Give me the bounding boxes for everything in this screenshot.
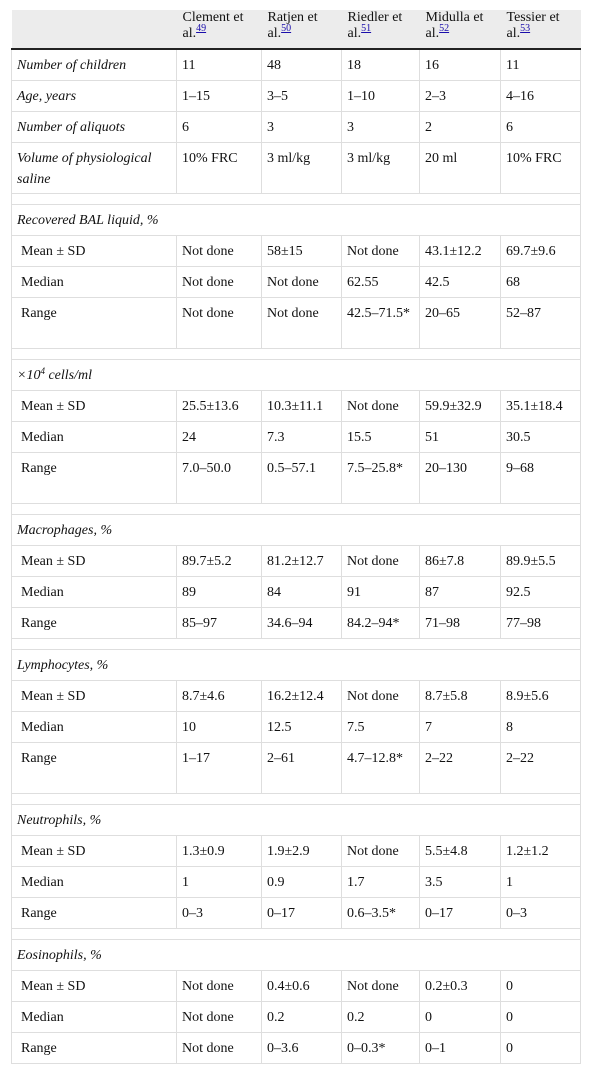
header-study-clement — [177, 10, 262, 49]
table-row — [12, 711, 581, 742]
table-cell: 4.7–12.8* — [342, 742, 420, 793]
row-label: Range — [12, 607, 177, 638]
section-title: Recovered BAL liquid, % — [12, 204, 581, 235]
row-label: Median — [12, 866, 177, 897]
spacer-cell — [12, 193, 581, 204]
table-row — [12, 266, 581, 297]
table-cell: 51 — [420, 421, 501, 452]
table-cell: 20–65 — [420, 297, 501, 348]
table-cell: 34.6–94 — [262, 607, 342, 638]
header-study-midulla — [420, 10, 501, 49]
table-cell: 6 — [177, 111, 262, 142]
table-cell: 62.55 — [342, 266, 420, 297]
table-cell: 20–130 — [420, 452, 501, 503]
table-cell: 7.5 — [342, 711, 420, 742]
table-row — [12, 742, 581, 793]
table-cell: 1–15 — [177, 80, 262, 111]
reference-link-50[interactable]: 50 — [281, 23, 292, 34]
table-row — [12, 421, 581, 452]
row-label: Age, years — [12, 80, 177, 111]
table-cell: 7.3 — [262, 421, 342, 452]
section-title — [12, 359, 581, 390]
table-cell: 77–98 — [501, 607, 581, 638]
table-cell: 7 — [420, 711, 501, 742]
row-label: Mean ± SD — [12, 545, 177, 576]
row-label: Volume of physiological saline — [12, 142, 177, 193]
table-cell: 71–98 — [420, 607, 501, 638]
table-cell: Not done — [262, 297, 342, 348]
row-label: Mean ± SD — [12, 680, 177, 711]
table-cell: Not done — [177, 297, 262, 348]
table-cell: 6 — [501, 111, 581, 142]
section-header-row — [12, 204, 581, 235]
table-cell: 52–87 — [501, 297, 581, 348]
table-cell: Not done — [342, 835, 420, 866]
row-label: Mean ± SD — [12, 235, 177, 266]
table-cell: 8 — [501, 711, 581, 742]
table-cell: 4–16 — [501, 80, 581, 111]
table-cell: 0 — [420, 1001, 501, 1032]
table-cell: 0 — [501, 970, 581, 1001]
section-title-suffix: cells/ml — [44, 367, 92, 383]
table-cell: 30.5 — [501, 421, 581, 452]
table-cell: 91 — [342, 576, 420, 607]
table-cell: 1.2±1.2 — [501, 835, 581, 866]
table-cell: 69.7±9.6 — [501, 235, 581, 266]
table-cell: 89 — [177, 576, 262, 607]
section-spacer — [12, 928, 581, 939]
table-cell: 0–17 — [420, 897, 501, 928]
spacer-cell — [12, 793, 581, 804]
row-label: Median — [12, 576, 177, 607]
table-cell: 92.5 — [501, 576, 581, 607]
table-cell: 43.1±12.2 — [420, 235, 501, 266]
table-cell: 0–17 — [262, 897, 342, 928]
table-cell: 2–22 — [420, 742, 501, 793]
table-cell: 89.9±5.5 — [501, 545, 581, 576]
table-cell: 3 — [342, 111, 420, 142]
table-cell: 2 — [420, 111, 501, 142]
table-cell: 3 ml/kg — [262, 142, 342, 193]
study-name: Ratjen et — [267, 10, 318, 25]
table-row — [12, 970, 581, 1001]
section-spacer — [12, 193, 581, 204]
section-title: Macrophages, % — [12, 514, 581, 545]
table-row — [12, 576, 581, 607]
table-cell: Not done — [342, 970, 420, 1001]
table-cell: 15.5 — [342, 421, 420, 452]
table-cell: 1.7 — [342, 866, 420, 897]
table-cell: 0 — [501, 1001, 581, 1032]
table-cell: 0.2±0.3 — [420, 970, 501, 1001]
section-spacer — [12, 793, 581, 804]
spacer-cell — [12, 503, 581, 514]
table-cell: 11 — [177, 49, 262, 80]
table-cell: 0.4±0.6 — [262, 970, 342, 1001]
table-cell: 87 — [420, 576, 501, 607]
table-cell: 3–5 — [262, 80, 342, 111]
section-header-row — [12, 359, 581, 390]
table-cell: 10% FRC — [177, 142, 262, 193]
reference-link-52[interactable]: 52 — [439, 23, 450, 34]
table-row — [12, 80, 581, 111]
study-etal: al. — [267, 26, 282, 41]
header-study-tessier — [501, 10, 581, 49]
table-cell: 20 ml — [420, 142, 501, 193]
table-row — [12, 49, 581, 80]
section-title: Neutrophils, % — [12, 804, 581, 835]
header-study-ratjen — [262, 10, 342, 49]
table-cell: 18 — [342, 49, 420, 80]
table-cell: Not done — [177, 970, 262, 1001]
table-cell: 35.1±18.4 — [501, 390, 581, 421]
table-cell: 10% FRC — [501, 142, 581, 193]
table-row — [12, 897, 581, 928]
table-cell: Not done — [262, 266, 342, 297]
reference-link-49[interactable]: 49 — [196, 23, 207, 34]
section-header-row — [12, 649, 581, 680]
table-cell: 8.7±5.8 — [420, 680, 501, 711]
table-cell: 84.2–94* — [342, 607, 420, 638]
table-cell: 16.2±12.4 — [262, 680, 342, 711]
bal-comparison-table — [11, 10, 581, 1064]
table-row — [12, 607, 581, 638]
row-label: Range — [12, 1032, 177, 1063]
table-cell: 9–68 — [501, 452, 581, 503]
table-cell: 84 — [262, 576, 342, 607]
table-cell: 7.0–50.0 — [177, 452, 262, 503]
reference-link-51[interactable]: 51 — [361, 23, 372, 34]
table-cell: 3 — [262, 111, 342, 142]
table-cell: 8.7±4.6 — [177, 680, 262, 711]
table-row — [12, 142, 581, 193]
table-row — [12, 1032, 581, 1063]
spacer-cell — [12, 348, 581, 359]
table-cell: Not done — [177, 1001, 262, 1032]
table-cell: 42.5–71.5* — [342, 297, 420, 348]
table-cell: 81.2±12.7 — [262, 545, 342, 576]
table-cell: 0–3 — [177, 897, 262, 928]
table-row — [12, 297, 581, 348]
table-cell: 3.5 — [420, 866, 501, 897]
table-row — [12, 1001, 581, 1032]
table-cell: 0–0.3* — [342, 1032, 420, 1063]
section-title-prefix: ×10 — [17, 367, 41, 383]
table-cell: 12.5 — [262, 711, 342, 742]
table-cell: 0.2 — [342, 1001, 420, 1032]
study-etal: al. — [425, 26, 440, 41]
table-row — [12, 835, 581, 866]
row-label: Mean ± SD — [12, 390, 177, 421]
table-cell: 1.9±2.9 — [262, 835, 342, 866]
table-cell: 86±7.8 — [420, 545, 501, 576]
row-label: Number of aliquots — [12, 111, 177, 142]
table-cell: 58±15 — [262, 235, 342, 266]
row-label: Median — [12, 1001, 177, 1032]
header-empty-cell — [12, 10, 177, 49]
table-cell: 1–17 — [177, 742, 262, 793]
row-label: Mean ± SD — [12, 835, 177, 866]
table-cell: 0.9 — [262, 866, 342, 897]
table-header — [12, 10, 581, 49]
table-cell: 25.5±13.6 — [177, 390, 262, 421]
table-cell: 0.2 — [262, 1001, 342, 1032]
table-cell: 8.9±5.6 — [501, 680, 581, 711]
study-name: Riedler et — [347, 10, 403, 25]
row-label: Median — [12, 711, 177, 742]
table-cell: 0–3.6 — [262, 1032, 342, 1063]
table-cell: 59.9±32.9 — [420, 390, 501, 421]
spacer-cell — [12, 638, 581, 649]
bal-table-container — [11, 10, 580, 1064]
table-cell: 1–10 — [342, 80, 420, 111]
table-cell: 5.5±4.8 — [420, 835, 501, 866]
study-name: Midulla et — [425, 10, 484, 25]
table-cell: Not done — [342, 235, 420, 266]
table-row — [12, 866, 581, 897]
row-label: Number of children — [12, 49, 177, 80]
row-label: Range — [12, 742, 177, 793]
table-row — [12, 452, 581, 503]
section-title: Lymphocytes, % — [12, 649, 581, 680]
table-cell: 10 — [177, 711, 262, 742]
row-label: Median — [12, 266, 177, 297]
table-row — [12, 235, 581, 266]
table-cell: 42.5 — [420, 266, 501, 297]
table-row — [12, 111, 581, 142]
table-cell: 85–97 — [177, 607, 262, 638]
table-cell: 2–22 — [501, 742, 581, 793]
table-cell: 68 — [501, 266, 581, 297]
row-label: Range — [12, 452, 177, 503]
table-cell: 2–3 — [420, 80, 501, 111]
table-row — [12, 545, 581, 576]
study-etal: al. — [506, 26, 521, 41]
table-cell: 24 — [177, 421, 262, 452]
table-cell: 89.7±5.2 — [177, 545, 262, 576]
spacer-cell — [12, 928, 581, 939]
table-cell: 2–61 — [262, 742, 342, 793]
table-cell: 0–1 — [420, 1032, 501, 1063]
table-cell: 3 ml/kg — [342, 142, 420, 193]
table-row — [12, 680, 581, 711]
section-title-exponent: 4 — [40, 365, 45, 376]
header-study-riedler — [342, 10, 420, 49]
header-row — [12, 10, 581, 49]
table-cell: 11 — [501, 49, 581, 80]
row-label: Mean ± SD — [12, 970, 177, 1001]
table-row — [12, 390, 581, 421]
row-label: Median — [12, 421, 177, 452]
section-spacer — [12, 348, 581, 359]
table-cell: 16 — [420, 49, 501, 80]
study-etal: al. — [182, 26, 197, 41]
study-name: Clement et — [182, 10, 244, 25]
table-cell: 0–3 — [501, 897, 581, 928]
table-cell: 7.5–25.8* — [342, 452, 420, 503]
table-cell: Not done — [177, 266, 262, 297]
row-label: Range — [12, 297, 177, 348]
table-cell: 0 — [501, 1032, 581, 1063]
table-cell: 0.5–57.1 — [262, 452, 342, 503]
section-header-row — [12, 514, 581, 545]
table-cell: 10.3±11.1 — [262, 390, 342, 421]
section-spacer — [12, 638, 581, 649]
row-label: Range — [12, 897, 177, 928]
section-spacer — [12, 503, 581, 514]
table-cell: 1 — [177, 866, 262, 897]
table-body — [12, 49, 581, 1063]
table-cell: 0.6–3.5* — [342, 897, 420, 928]
study-name: Tessier et — [506, 10, 560, 25]
table-cell: 1.3±0.9 — [177, 835, 262, 866]
study-etal: al. — [347, 26, 362, 41]
table-cell: 48 — [262, 49, 342, 80]
table-cell: Not done — [177, 1032, 262, 1063]
section-title: Eosinophils, % — [12, 939, 581, 970]
table-cell: 1 — [501, 866, 581, 897]
section-header-row — [12, 939, 581, 970]
table-cell: Not done — [177, 235, 262, 266]
reference-link-53[interactable]: 53 — [520, 23, 531, 34]
table-cell: Not done — [342, 390, 420, 421]
table-cell: Not done — [342, 680, 420, 711]
section-header-row — [12, 804, 581, 835]
table-cell: Not done — [342, 545, 420, 576]
